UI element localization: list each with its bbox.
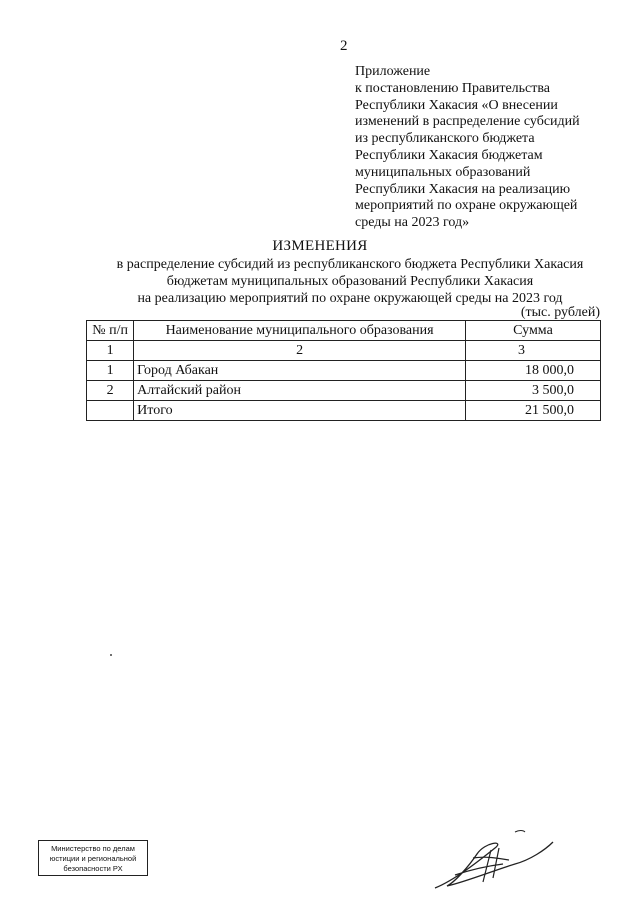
appendix-line: Республики Хакасия на реализацию bbox=[355, 181, 571, 197]
row-number: 2 bbox=[87, 381, 134, 401]
appendix-line: мероприятий по охране окружающей bbox=[355, 198, 578, 214]
subtitle-line: в распределение субсидий из республиканского бюджета Республики Хакасия bbox=[116, 257, 584, 272]
units-label: (тыс. рублей) bbox=[520, 305, 600, 320]
header-sum: Сумма bbox=[465, 321, 600, 341]
appendix-line: муниципальных образований bbox=[355, 164, 531, 180]
stamp-line: юстиции и региональной bbox=[49, 854, 137, 863]
appendix-line: к постановлению Правительства bbox=[355, 80, 551, 96]
appendix-line: Республики Хакасия «О внесении bbox=[355, 97, 558, 113]
appendix-line: среды на 2023 год» bbox=[355, 215, 470, 231]
numbering-cell: 1 bbox=[87, 341, 134, 361]
scan-speck bbox=[110, 654, 112, 656]
row-number: 1 bbox=[87, 361, 134, 381]
table-total-row bbox=[87, 401, 601, 421]
row-sum: 18 000,0 bbox=[465, 361, 600, 381]
subsidies-table bbox=[86, 320, 601, 421]
subtitle-line: на реализацию мероприятий по охране окружающей среды на 2023 год bbox=[137, 291, 563, 306]
subtitle-line: бюджетам муниципальных образований Республики Хакасия bbox=[166, 274, 534, 289]
table-numbering-row bbox=[87, 341, 601, 361]
signature-icon bbox=[425, 820, 565, 900]
appendix-line: Приложение bbox=[355, 64, 431, 79]
appendix-line: Республики Хакасия бюджетам bbox=[355, 147, 543, 163]
stamp-line: безопасности РХ bbox=[63, 864, 123, 873]
total-label: Итого bbox=[134, 401, 466, 421]
numbering-cell: 2 bbox=[134, 341, 466, 361]
numbering-cell: 3 bbox=[465, 341, 600, 361]
stamp-line: Министерство по делам bbox=[51, 844, 135, 853]
appendix-line: изменений в распределение субсидий bbox=[355, 114, 580, 130]
total-sum: 21 500,0 bbox=[465, 401, 600, 421]
table-row bbox=[87, 361, 601, 381]
row-name: Город Абакан bbox=[134, 361, 466, 381]
ministry-stamp bbox=[38, 840, 148, 876]
table-row bbox=[87, 381, 601, 401]
total-number bbox=[87, 401, 134, 421]
appendix-line: из республиканского бюджета bbox=[355, 131, 535, 147]
header-number: № п/п bbox=[87, 321, 134, 341]
document-subtitle bbox=[40, 256, 640, 307]
document-title: ИЗМЕНЕНИЯ bbox=[272, 238, 368, 254]
row-sum: 3 500,0 bbox=[465, 381, 600, 401]
appendix-block bbox=[355, 64, 605, 232]
table-header-row bbox=[87, 321, 601, 341]
page-number: 2 bbox=[340, 38, 348, 54]
row-name: Алтайский район bbox=[134, 381, 466, 401]
header-name: Наименование муниципального образования bbox=[134, 321, 466, 341]
